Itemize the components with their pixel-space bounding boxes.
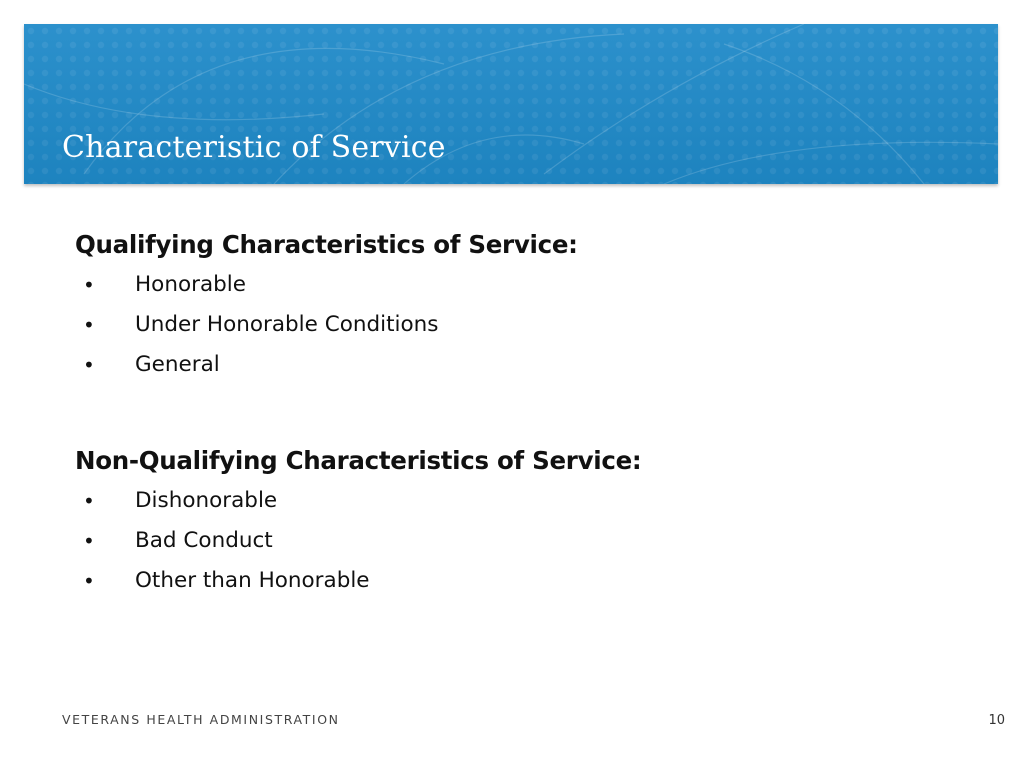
footer-organization: VETERANS HEALTH ADMINISTRATION <box>62 712 340 727</box>
bullet-icon: • <box>83 313 95 337</box>
section-spacer <box>75 385 935 441</box>
title-banner <box>24 24 998 184</box>
list-item <box>75 345 935 385</box>
list-item-text: Dishonorable <box>135 488 278 513</box>
bullet-icon: • <box>83 273 95 297</box>
bullet-icon: • <box>83 489 95 513</box>
list-item-text: Under Honorable Conditions <box>135 312 439 337</box>
list-item <box>75 481 935 521</box>
slide-title: Characteristic of Service <box>62 130 446 165</box>
non-qualifying-heading: Non-Qualifying Characteristics of Service: <box>75 446 642 475</box>
bullet-icon: • <box>83 529 95 553</box>
list-item <box>75 305 935 345</box>
non-qualifying-list <box>75 481 935 601</box>
qualifying-list <box>75 265 935 385</box>
qualifying-heading: Qualifying Characteristics of Service: <box>75 230 578 259</box>
bullet-icon: • <box>83 569 95 593</box>
slide-content <box>75 225 935 601</box>
list-item-text: Other than Honorable <box>135 568 370 593</box>
bullet-icon: • <box>83 353 95 377</box>
list-item-text: Bad Conduct <box>135 528 273 553</box>
list-item-text: Honorable <box>135 272 246 297</box>
list-item <box>75 561 935 601</box>
page-number: 10 <box>988 713 1005 728</box>
list-item <box>75 521 935 561</box>
list-item <box>75 265 935 305</box>
list-item-text: General <box>135 352 220 377</box>
